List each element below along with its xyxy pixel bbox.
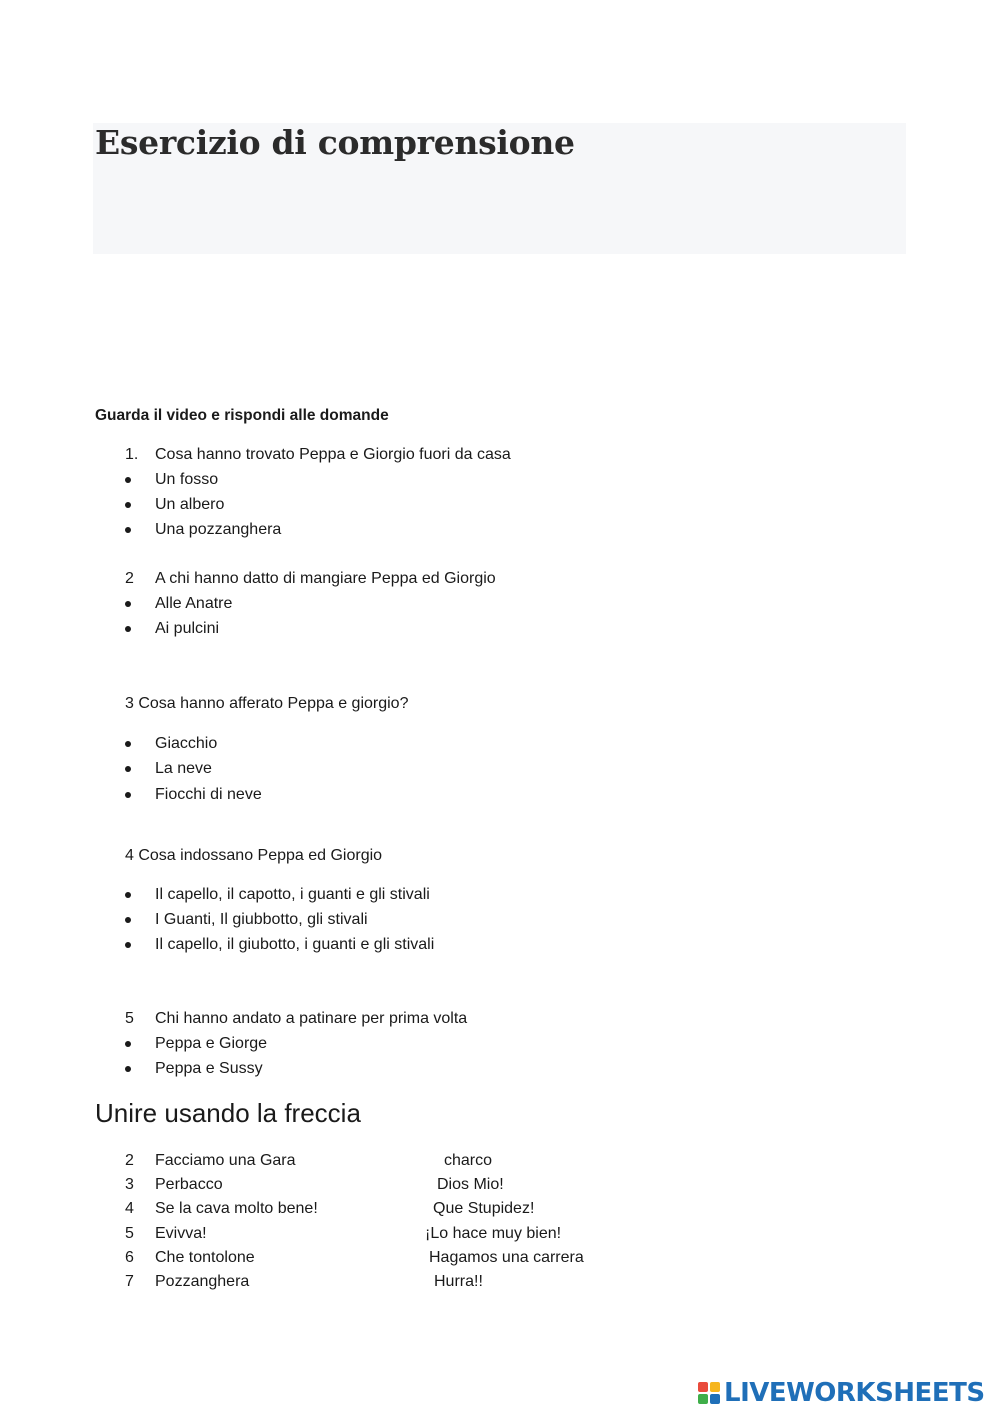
matching-right-item[interactable]: Hurra!! <box>434 1273 483 1290</box>
logo-text: LIVEWORKSHEETS <box>724 1378 985 1408</box>
matching-left-item[interactable]: Perbacco <box>155 1176 223 1193</box>
bullet-icon <box>125 942 131 948</box>
bullet-icon <box>125 601 131 607</box>
question-number: 2 <box>125 570 134 587</box>
answer-option[interactable]: Ai pulcini <box>155 620 220 637</box>
answer-option[interactable]: Un fosso <box>155 471 219 488</box>
question-text: Cosa hanno trovato Peppa e Giorgio fuori da casa <box>155 446 511 463</box>
matching-number: 7 <box>125 1273 134 1290</box>
matching-right-item[interactable]: charco <box>444 1152 493 1169</box>
matching-right-item[interactable]: ¡Lo hace muy bien! <box>425 1225 562 1242</box>
matching-number: 4 <box>125 1200 134 1217</box>
question-number: 1. <box>125 446 139 463</box>
bullet-icon <box>125 477 131 483</box>
answer-option[interactable]: La neve <box>155 760 212 777</box>
bullet-icon <box>125 892 131 898</box>
matching-left-item[interactable]: Che tontolone <box>155 1249 255 1266</box>
bullet-icon <box>125 917 131 923</box>
matching-right-item[interactable]: Que Stupidez! <box>433 1200 535 1217</box>
question-text: 3 Cosa hanno afferato Peppa e giorgio? <box>125 695 409 712</box>
answer-option[interactable]: Giacchio <box>155 735 218 752</box>
matching-number: 2 <box>125 1152 134 1169</box>
answer-option[interactable]: I Guanti, Il giubbotto, gli stivali <box>155 911 368 928</box>
answer-option[interactable]: Fiocchi di neve <box>155 786 262 803</box>
question-text: 4 Cosa indossano Peppa ed Giorgio <box>125 847 383 864</box>
matching-right-item[interactable]: Hagamos una carrera <box>429 1249 584 1266</box>
matching-left-item[interactable]: Pozzanghera <box>155 1273 250 1290</box>
bullet-icon <box>125 766 131 772</box>
matching-left-item[interactable]: Facciamo una Gara <box>155 1152 296 1169</box>
question-text: A chi hanno datto di mangiare Peppa ed Giorgio <box>155 570 496 587</box>
answer-option[interactable]: Il capello, il giubotto, i guanti e gli stivali <box>155 936 435 953</box>
answer-option[interactable]: Una pozzanghera <box>155 521 282 538</box>
answer-option[interactable]: Peppa e Giorge <box>155 1035 268 1052</box>
matching-left-item[interactable]: Evivva! <box>155 1225 207 1242</box>
bullet-icon <box>125 792 131 798</box>
question-text: Chi hanno andato a patinare per prima volta <box>155 1010 468 1027</box>
bullet-icon <box>125 626 131 632</box>
matching-number: 5 <box>125 1225 134 1242</box>
answer-option[interactable]: Il capello, il capotto, i guanti e gli stivali <box>155 886 430 903</box>
matching-left-item[interactable]: Se la cava molto bene! <box>155 1200 318 1217</box>
title-box <box>93 123 906 254</box>
bullet-icon <box>125 527 131 533</box>
matching-right-item[interactable]: Dios Mio! <box>437 1176 504 1193</box>
instructions: Guarda il video e rispondi alle domande <box>95 407 389 424</box>
logo-mark-icon <box>698 1382 720 1404</box>
bullet-icon <box>125 1066 131 1072</box>
page-title: Esercizio di comprensione <box>95 123 575 162</box>
matching-heading: Unire usando la freccia <box>95 1098 361 1128</box>
matching-number: 6 <box>125 1249 134 1266</box>
bullet-icon <box>125 1041 131 1047</box>
answer-option[interactable]: Peppa e Sussy <box>155 1060 263 1077</box>
answer-option[interactable]: Un albero <box>155 496 225 513</box>
matching-number: 3 <box>125 1176 134 1193</box>
question-number: 5 <box>125 1010 134 1027</box>
liveworksheets-logo <box>698 1377 985 1409</box>
bullet-icon <box>125 741 131 747</box>
answer-option[interactable]: Alle Anatre <box>155 595 233 612</box>
bullet-icon <box>125 502 131 508</box>
